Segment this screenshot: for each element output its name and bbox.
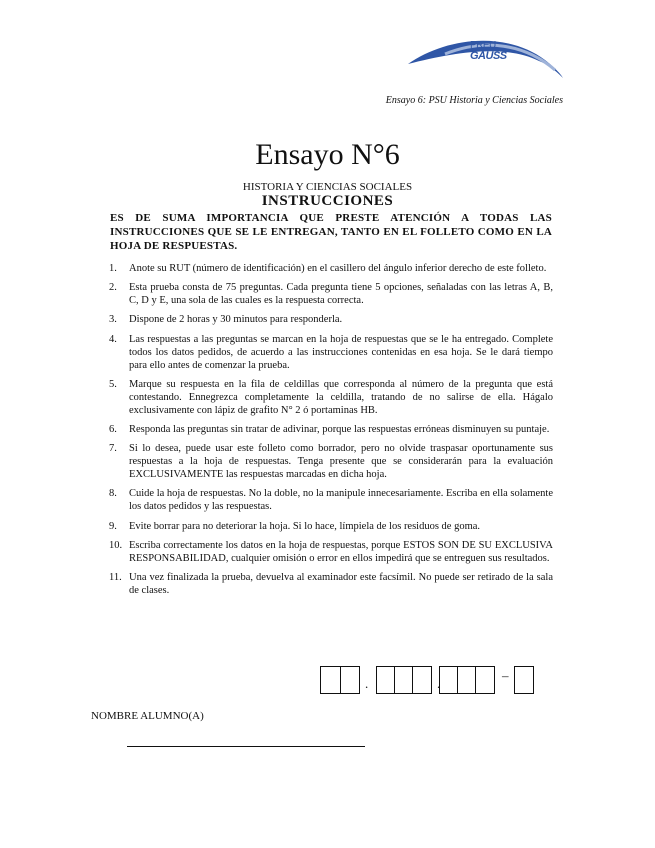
item-text: Marque su respuesta en la fila de celdillas que corresponda al número de la pregunta que está contestando. Ennegrezca completamente la celdilla, tratando de no salirse de ella. Hágalo exclusivamente con lápiz de grafito N° 2 ó portaminas HB. [129,378,553,416]
item-number: 4. [109,333,117,345]
item-text: Cuide la hoja de respuestas. No la doble, no la manipule innecesariamente. Escriba en ella solamente los datos pedidos y las respuestas. [129,488,553,513]
item-number: 10. [109,539,123,551]
list-item [109,442,553,481]
name-label: NOMBRE ALUMNO(A) [91,710,204,722]
item-number: 9. [109,520,117,532]
list-item [109,281,553,307]
header-subtitle: Ensayo 6: PSU Historia y Ciencias Sociales [385,95,563,106]
instructions-heading: INSTRUCCIONES [261,193,394,209]
item-number: 11. [109,571,122,583]
item-text: Dispone de 2 horas y 30 minutos para responderla. [129,314,343,326]
name-input-line[interactable] [127,746,365,747]
list-item [109,487,553,513]
list-item [109,571,553,597]
item-text: Si lo desea, puede usar este folleto como borrador, pero no olvide traspasar oportunamente sus respuestas a la hoja de respuestas. Tenga presente que se considerarán para la evaluación EXCLUSIVAMENTE las respuestas marcadas en dicha hoja. [129,443,553,481]
item-text: Esta prueba consta de 75 preguntas. Cada pregunta tiene 5 opciones, señaladas con las letras A, B, C, D y E, una sola de las cuales es la respuesta correcta. [129,282,553,307]
logo-line2: GAUSS [470,50,507,62]
item-text: Responda las preguntas sin tratar de adivinar, porque las respuestas erróneas disminuyen su puntaje. [129,423,550,435]
list-item [109,520,553,533]
item-text: Escriba correctamente los datos en la hoja de respuestas, porque ESTOS SON DE SU EXCLUSIVA RESPONSABILIDAD, cualquier omisión o error en ellos impedirá que se entreguen sus resultados. [129,539,553,564]
rut-dot-1: . [365,676,369,691]
item-number: 5. [109,378,117,390]
list-item [109,333,553,372]
rut-field[interactable] [320,666,540,696]
rut-box-group-1[interactable] [320,666,360,694]
page-title: Ensayo N°6 [255,138,400,171]
list-item [109,378,553,417]
list-item [109,262,553,275]
item-number: 1. [109,263,117,274]
item-text: Las respuestas a las preguntas se marcan en la hoja de respuestas que se le ha entregado. Complete todos los datos pedidos, de acuerdo a las instrucciones contenidas en esa hoja. Se le dará tiempo para ello antes de comenzar la prueba. [129,333,553,371]
rut-dot-2: . [437,676,441,691]
rut-check-digit-box[interactable] [514,666,534,694]
list-item [109,539,553,565]
item-number: 3. [109,314,117,326]
list-item [109,423,553,436]
rut-dash: – [502,668,509,683]
rut-box-group-3[interactable] [439,666,495,694]
logo-text [470,40,507,62]
item-number: 2. [109,282,117,294]
item-text: Evite borrar para no deteriorar la hoja. Si lo hace, límpiela de los residuos de goma. [129,520,481,532]
item-number: 8. [109,488,117,500]
instructions-list [109,262,553,603]
rut-box-group-2[interactable] [376,666,432,694]
subject-heading: HISTORIA Y CIENCIAS SOCIALES [242,181,413,193]
item-text: Anote su RUT (número de identificación) en el casillero del ángulo inferior derecho de este folleto. [129,263,547,274]
important-note: ES DE SUMA IMPORTANCIA QUE PRESTE ATENCIÓN A TODAS LAS INSTRUCCIONES QUE SE LE ENTREGAN, TANTO EN EL FOLLETO COMO EN LA HOJA DE RESPUESTAS. [110,212,552,252]
logo-line1: PREU [470,40,496,51]
item-text: Una vez finalizada la prueba, devuelva al examinador este facsímil. No puede ser retirado de la sala de clases. [129,571,553,596]
list-item [109,313,553,326]
item-number: 7. [109,443,117,455]
item-number: 6. [109,423,117,435]
